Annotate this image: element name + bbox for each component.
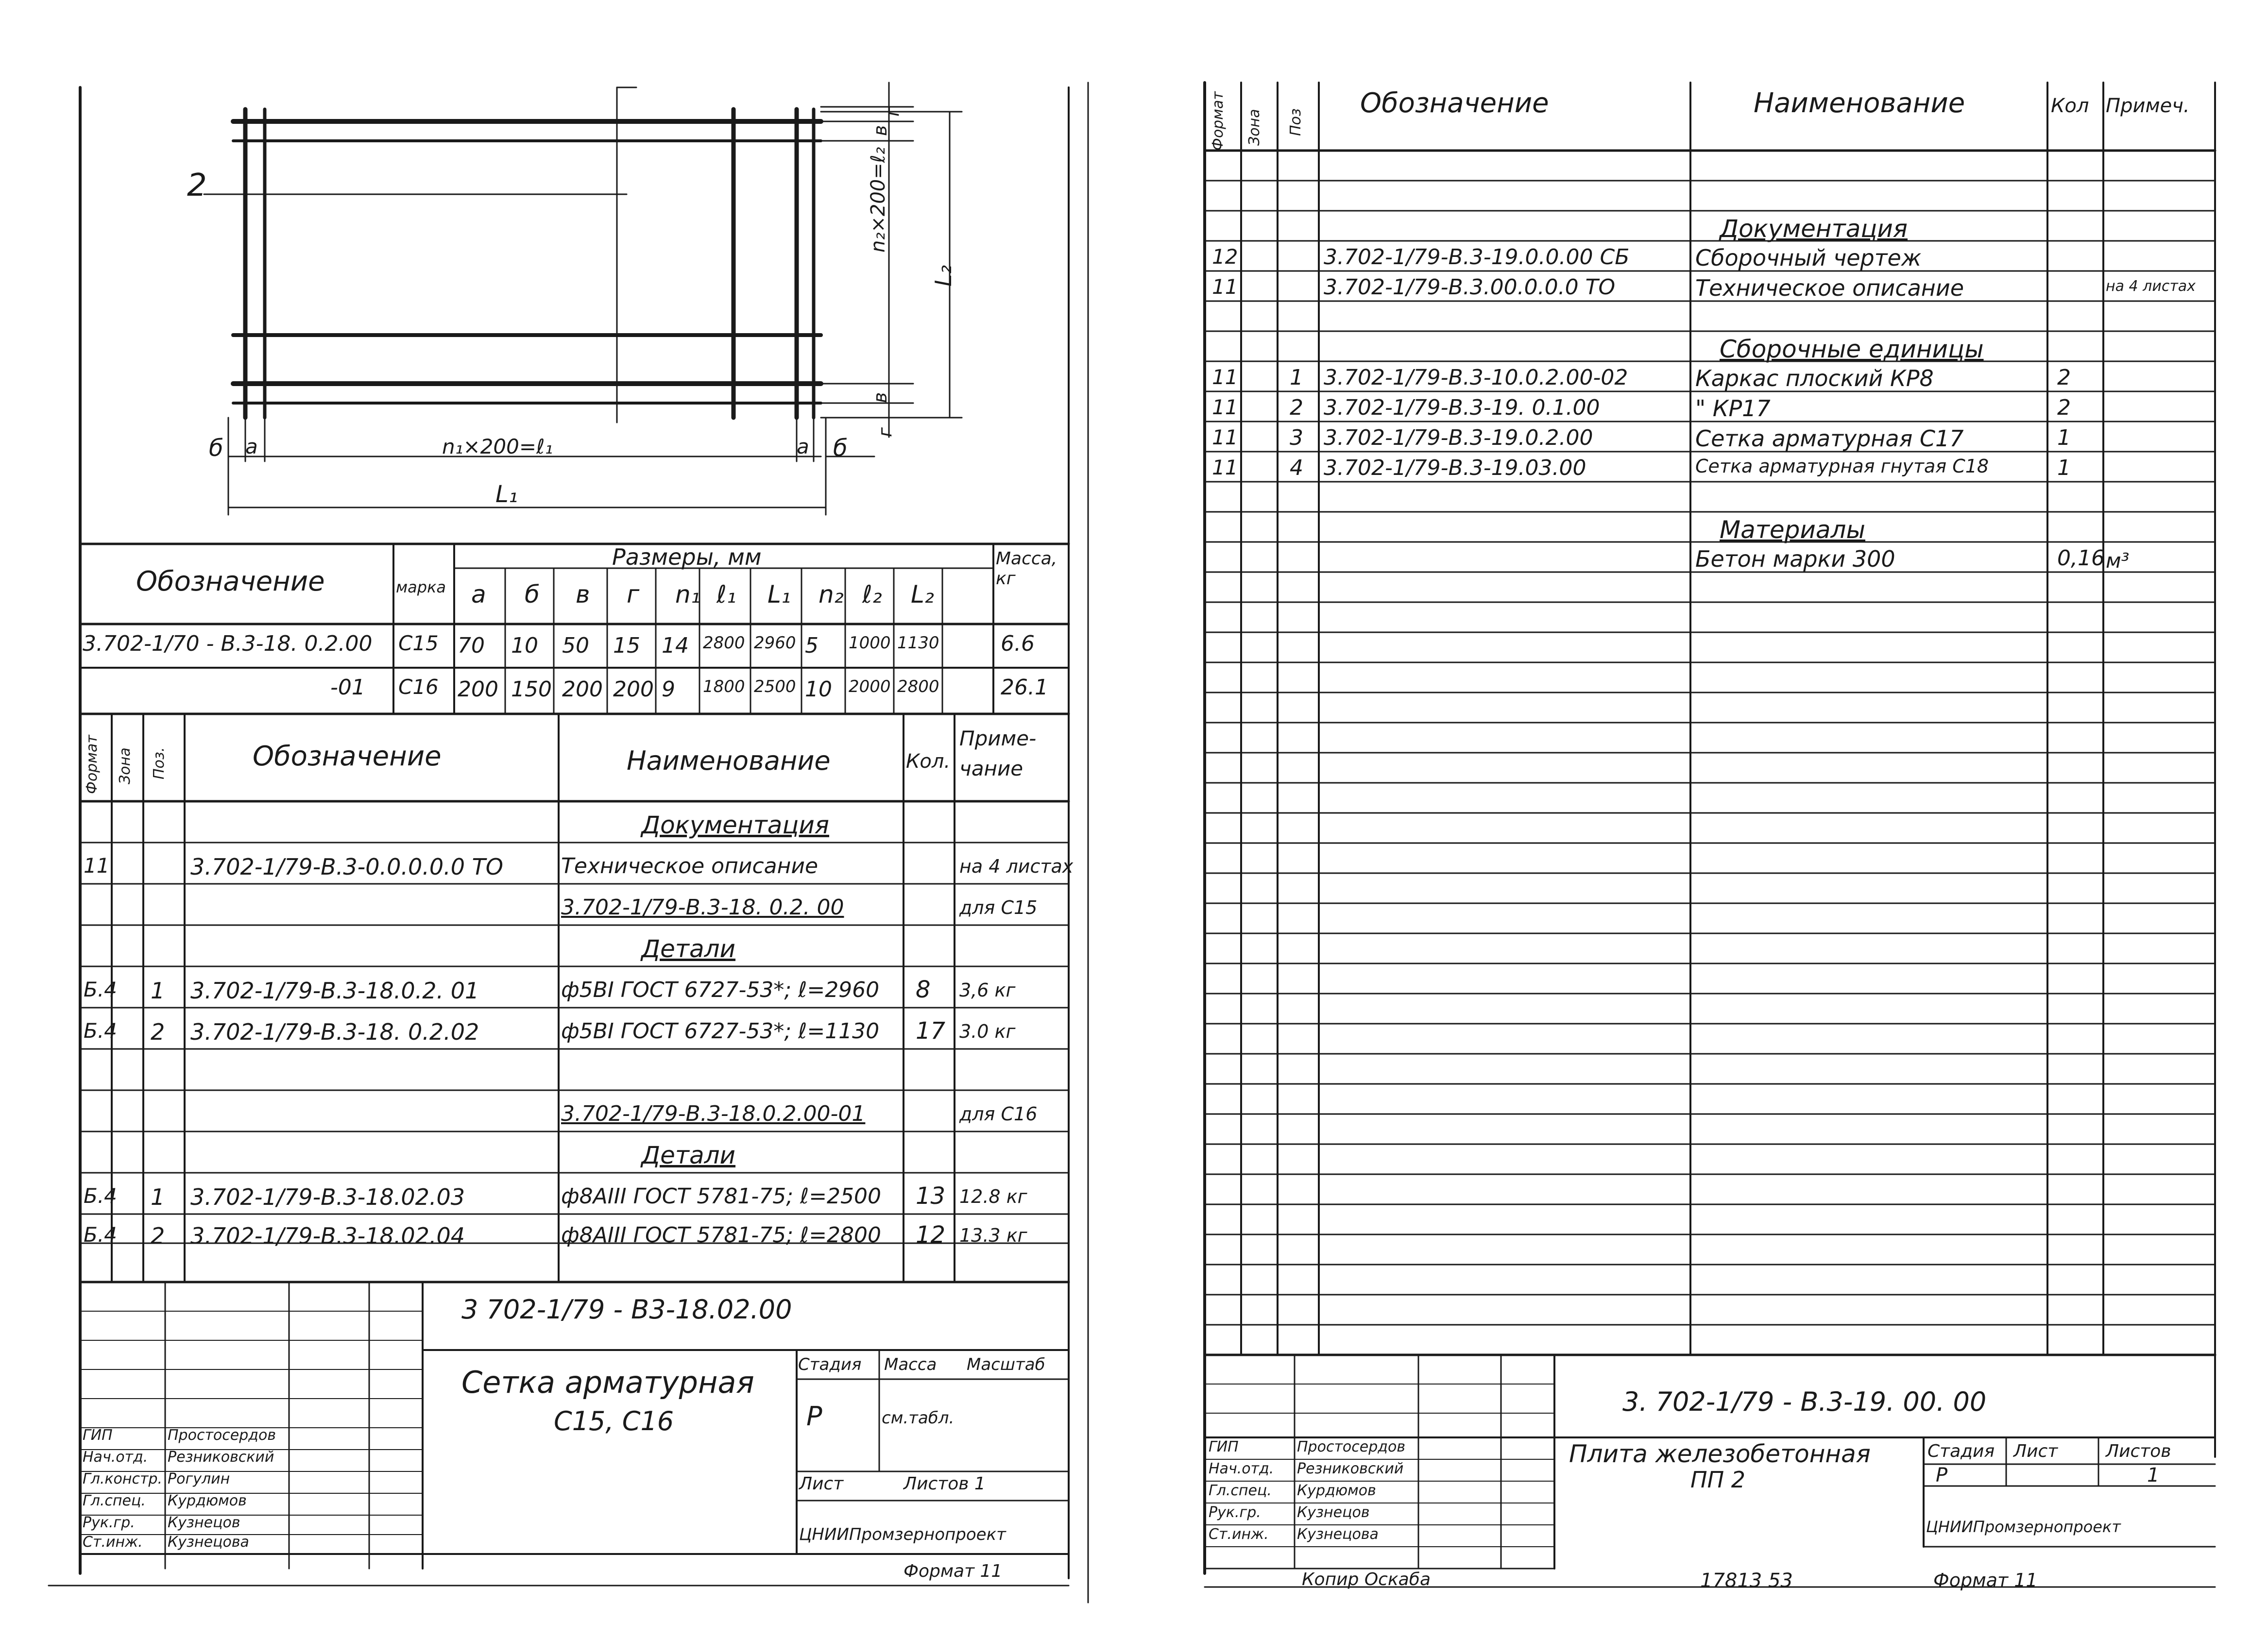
role-title: Рук.гр. bbox=[83, 1514, 135, 1531]
dim-L1: L₁ bbox=[495, 481, 518, 508]
spec-row-note: для С16 bbox=[959, 1103, 1038, 1125]
spec-row-section: Детали bbox=[641, 935, 736, 963]
r-spec-row-pos: 4 bbox=[1290, 456, 1303, 480]
right-title-code: 3. 702-1/79 - В.3-19. 00. 00 bbox=[1622, 1386, 1987, 1417]
spec-row-note: для С15 bbox=[959, 897, 1038, 918]
dim-g-bottom: г bbox=[874, 427, 896, 437]
right-format-note: Формат 11 bbox=[1933, 1570, 2038, 1591]
spec-row-note: 12.8 кг bbox=[959, 1186, 1027, 1207]
r-spec-h-note: Примеч. bbox=[2106, 95, 2190, 117]
right-h-sheet: Лист bbox=[2013, 1441, 2058, 1461]
r-spec-row-name: Каркас плоский КР8 bbox=[1695, 365, 1934, 391]
role-name: Простосердов bbox=[168, 1427, 276, 1444]
sizes-row-value: 2800 bbox=[703, 633, 745, 653]
role-title: Нач.отд. bbox=[83, 1449, 148, 1466]
r-spec-row-name: Бетон марки 300 bbox=[1695, 546, 1895, 572]
role-title: ГИП bbox=[1209, 1438, 1239, 1455]
left-format-note: Формат 11 bbox=[904, 1561, 1003, 1581]
dim-v-top: в bbox=[870, 125, 891, 136]
role-name: Рогулин bbox=[168, 1470, 230, 1487]
sizes-header-mark: марка bbox=[396, 578, 446, 596]
dim-a-right: a bbox=[797, 435, 809, 458]
spec-row-qty: 17 bbox=[916, 1017, 946, 1045]
right-sheet-no: 17813 53 bbox=[1700, 1570, 1793, 1592]
sizes-row-mass: 6.6 bbox=[1001, 631, 1035, 656]
r-spec-h-designation: Обозначение bbox=[1360, 87, 1549, 119]
role-title: Рук.гр. bbox=[1209, 1504, 1261, 1521]
r-spec-row-designation: 3.702-1/79-В.3.00.0.0.0 ТО bbox=[1324, 275, 1616, 300]
spec-h-note: Приме- чание bbox=[959, 726, 1037, 780]
r-spec-h-name: Наименование bbox=[1754, 87, 1965, 119]
callout-2: 2 bbox=[187, 168, 207, 203]
right-h-stage: Стадия bbox=[1927, 1441, 1995, 1461]
dim-g-top: г bbox=[882, 107, 903, 117]
sizes-row-value: 50 bbox=[562, 633, 589, 658]
r-spec-row-name: Сетка арматурная С17 bbox=[1695, 425, 1964, 452]
role-name: Курдюмов bbox=[1297, 1482, 1376, 1499]
sizes-row-value: 2800 bbox=[897, 677, 939, 696]
role-title: Ст.инж. bbox=[1209, 1526, 1269, 1543]
r-spec-row-format: 11 bbox=[1212, 365, 1238, 389]
r-spec-row-note: на 4 листах bbox=[2106, 278, 2196, 295]
r-spec-row-designation: 3.702-1/79-В.3-10.0.2.00-02 bbox=[1324, 365, 1628, 390]
sizes-header-mass: Масса, кг bbox=[996, 549, 1057, 589]
sizes-col-header: L₁ bbox=[767, 580, 791, 608]
role-name: Курдюмов bbox=[168, 1492, 247, 1509]
spec-row-name: ф8АIII ГОСТ 5781-75; ℓ=2500 bbox=[561, 1184, 882, 1209]
dim-b-left: б bbox=[209, 435, 223, 462]
left-mass: см.табл. bbox=[882, 1408, 955, 1428]
sizes-header-designation: Обозначение bbox=[136, 566, 325, 597]
right-h-sheets: Листов bbox=[2106, 1441, 2171, 1461]
role-name: Кузнецов bbox=[168, 1514, 240, 1531]
sizes-row-value: 200 bbox=[458, 677, 498, 702]
role-title: Нач.отд. bbox=[1209, 1460, 1274, 1477]
sizes-row-value: 10 bbox=[511, 633, 538, 658]
sizes-col-header: ℓ₂ bbox=[862, 580, 882, 608]
spec-row-format: Б.4 bbox=[84, 1019, 117, 1043]
spec-row-designation: 3.702-1/79-В.3-18.0.2. 01 bbox=[190, 978, 479, 1004]
sizes-col-header: L₂ bbox=[911, 580, 934, 608]
left-h-stage: Стадия bbox=[798, 1355, 862, 1374]
spec-row-note: 3,6 кг bbox=[959, 979, 1016, 1001]
spec-row-name: Техническое описание bbox=[561, 854, 819, 878]
sizes-col-header: г bbox=[627, 580, 640, 608]
left-sheet-label: Лист bbox=[799, 1474, 844, 1494]
r-spec-row-format: 12 bbox=[1212, 245, 1238, 269]
r-spec-row-pos: 2 bbox=[1290, 395, 1303, 420]
r-spec-row-qty: 1 bbox=[2057, 425, 2071, 450]
spec-row-note: 13.3 кг bbox=[959, 1225, 1027, 1246]
sizes-col-header: ℓ₁ bbox=[716, 580, 736, 608]
spec-row-format: Б.4 bbox=[84, 978, 117, 1001]
r-spec-h-zone: Зона bbox=[1246, 109, 1263, 146]
right-stage: Р bbox=[1936, 1464, 1948, 1486]
spec-row-section: Детали bbox=[641, 1141, 736, 1169]
r-spec-row-designation: 3.702-1/79-В.3-19.0.2.00 bbox=[1324, 425, 1593, 450]
spec-h-format: Формат bbox=[84, 735, 101, 794]
sizes-col-header: в bbox=[576, 580, 590, 608]
spec-row-qty: 12 bbox=[916, 1221, 946, 1249]
sizes-row-mark: С16 bbox=[398, 675, 439, 699]
role-name: Резниковский bbox=[168, 1449, 274, 1466]
spec-row-name: ф5ВI ГОСТ 6727-53*; ℓ=1130 bbox=[561, 1019, 880, 1044]
left-stage: Р bbox=[806, 1401, 822, 1432]
left-sheets-label: Листов 1 bbox=[904, 1474, 986, 1494]
r-spec-row-section: Материалы bbox=[1720, 516, 1865, 544]
right-sheets: 1 bbox=[2147, 1464, 2160, 1486]
spec-row-name: ф8АIII ГОСТ 5781-75; ℓ=2800 bbox=[561, 1223, 882, 1248]
sizes-row-value: 200 bbox=[562, 677, 603, 702]
spec-row-note: 3.0 кг bbox=[959, 1021, 1016, 1042]
dim-b-right: б bbox=[833, 435, 848, 462]
left-title-code: 3 702-1/79 - В3-18.02.00 bbox=[461, 1294, 792, 1325]
sizes-row-value: 1130 bbox=[897, 633, 939, 653]
r-spec-row-format: 11 bbox=[1212, 275, 1238, 299]
sizes-row-value: 1800 bbox=[703, 677, 745, 696]
sizes-row-mark: С15 bbox=[398, 631, 439, 655]
right-title-line2: ПП 2 bbox=[1690, 1467, 1746, 1493]
dim-L2: L₂ bbox=[930, 265, 956, 287]
r-spec-row-designation: 3.702-1/79-В.3-19.03.00 bbox=[1324, 456, 1586, 480]
r-spec-h-format: Формат bbox=[1210, 91, 1227, 151]
r-spec-row-format: 11 bbox=[1212, 456, 1238, 479]
role-title: Гл.спец. bbox=[1209, 1482, 1272, 1499]
spec-row-note: на 4 листах bbox=[959, 856, 1074, 877]
r-spec-row-qty: 2 bbox=[2057, 365, 2071, 390]
dim-v-bottom: в bbox=[870, 392, 891, 403]
sizes-col-header: a bbox=[471, 580, 486, 608]
sizes-col-header: б bbox=[525, 580, 540, 608]
sizes-row-value: 2000 bbox=[849, 677, 891, 696]
spec-h-qty: Кол. bbox=[906, 750, 951, 773]
role-name: Кузнецова bbox=[168, 1534, 249, 1551]
spec-row-format: Б.4 bbox=[84, 1184, 117, 1208]
r-spec-row-name: Сборочный чертеж bbox=[1695, 245, 1922, 271]
spec-row-name: 3.702-1/79-В.3-18. 0.2. 00 bbox=[561, 895, 844, 920]
sizes-row-value: 5 bbox=[805, 633, 819, 658]
spec-row-designation: 3.702-1/79-В.3-0.0.0.0.0 ТО bbox=[190, 854, 503, 880]
r-spec-row-name: Сетка арматурная гнутая С18 bbox=[1695, 456, 1989, 477]
right-org: ЦНИИПромзернопроект bbox=[1926, 1518, 2121, 1536]
role-title: Гл.констр. bbox=[83, 1470, 163, 1487]
sizes-row-value: 14 bbox=[662, 633, 689, 658]
r-spec-row-section: Документация bbox=[1720, 215, 1908, 243]
spec-h-zone: Зона bbox=[117, 747, 134, 784]
role-title: Ст.инж. bbox=[83, 1534, 143, 1551]
sizes-row-value: 200 bbox=[613, 677, 654, 702]
r-spec-row-designation: 3.702-1/79-В.3-19.0.0.00 СБ bbox=[1324, 245, 1630, 270]
left-h-mass: Масса bbox=[884, 1355, 937, 1374]
sizes-row-value: 1000 bbox=[849, 633, 891, 653]
right-copy-note: Копир Оскаба bbox=[1302, 1570, 1431, 1589]
spec-row-qty: 8 bbox=[916, 976, 931, 1003]
sizes-row-value: 2960 bbox=[754, 633, 796, 653]
r-spec-row-format: 11 bbox=[1212, 395, 1238, 419]
r-spec-row-qty: 2 bbox=[2057, 395, 2071, 420]
sizes-row-mass: 26.1 bbox=[1001, 675, 1048, 700]
spec-h-pos: Поз. bbox=[151, 747, 168, 779]
sizes-row-value: 9 bbox=[662, 677, 675, 702]
left-org: ЦНИИПромзернопроект bbox=[799, 1525, 1006, 1544]
spec-row-designation: 3.702-1/79-В.3-18.02.03 bbox=[190, 1184, 465, 1210]
sizes-row-value: 2500 bbox=[754, 677, 796, 696]
spec-row-pos: 2 bbox=[151, 1223, 165, 1249]
spec-row-pos: 2 bbox=[151, 1019, 165, 1045]
sizes-col-header: n₁ bbox=[675, 580, 700, 608]
sizes-row-value: 15 bbox=[613, 633, 640, 658]
role-name: Резниковский bbox=[1297, 1460, 1404, 1477]
spec-row-format: 11 bbox=[84, 854, 110, 878]
sizes-row-designation: 3.702-1/70 - В.3-18. 0.2.00 bbox=[83, 631, 373, 656]
role-title: ГИП bbox=[83, 1427, 113, 1444]
sizes-row-designation: -01 bbox=[330, 675, 365, 700]
sizes-header-sizes: Размеры, мм bbox=[612, 544, 762, 570]
r-spec-h-qty: Кол bbox=[2051, 95, 2089, 117]
sizes-col-header: n₂ bbox=[819, 580, 844, 608]
spec-row-designation: 3.702-1/79-В.3-18. 0.2.02 bbox=[190, 1019, 479, 1045]
left-h-scale: Масштаб bbox=[967, 1355, 1045, 1374]
spec-row-qty: 13 bbox=[916, 1182, 946, 1210]
sizes-row-value: 70 bbox=[458, 633, 485, 658]
r-spec-row-section: Сборочные единицы bbox=[1720, 335, 1984, 363]
role-name: Кузнецова bbox=[1297, 1526, 1379, 1543]
spec-row-designation: 3.702-1/79-В.3-18.02.04 bbox=[190, 1223, 465, 1249]
r-spec-row-pos: 1 bbox=[1290, 365, 1303, 390]
sizes-row-value: 150 bbox=[511, 677, 552, 702]
spec-row-pos: 1 bbox=[151, 1184, 165, 1210]
spec-row-pos: 1 bbox=[151, 978, 165, 1004]
spec-h-name: Наименование bbox=[627, 745, 831, 776]
spec-row-format: Б.4 bbox=[84, 1223, 117, 1247]
right-title-line1: Плита железобетонная bbox=[1569, 1440, 1871, 1468]
r-spec-row-pos: 3 bbox=[1290, 425, 1303, 450]
r-spec-row-note: м³ bbox=[2106, 549, 2130, 573]
role-name: Простосердов bbox=[1297, 1438, 1406, 1455]
r-spec-row-qty: 1 bbox=[2057, 456, 2071, 480]
sizes-row-value: 10 bbox=[805, 677, 832, 702]
r-spec-row-format: 11 bbox=[1212, 425, 1238, 449]
r-spec-row-qty: 0,16 bbox=[2057, 546, 2105, 571]
r-spec-row-name: " КР17 bbox=[1695, 395, 1771, 422]
left-title-line2: С15, С16 bbox=[554, 1406, 674, 1436]
dim-e2: n₂×200=ℓ₂ bbox=[867, 147, 889, 253]
dim-a-left: a bbox=[245, 435, 258, 458]
left-title-line1: Сетка арматурная bbox=[461, 1365, 754, 1400]
spec-row-name: ф5ВI ГОСТ 6727-53*; ℓ=2960 bbox=[561, 978, 880, 1002]
role-name: Кузнецов bbox=[1297, 1504, 1370, 1521]
spec-row-section: Документация bbox=[641, 811, 829, 839]
role-title: Гл.спец. bbox=[83, 1492, 146, 1509]
dim-e1: n₁×200=ℓ₁ bbox=[442, 435, 553, 458]
r-spec-row-name: Техническое описание bbox=[1695, 275, 1964, 301]
r-spec-row-designation: 3.702-1/79-В.3-19. 0.1.00 bbox=[1324, 395, 1600, 420]
r-spec-h-pos: Поз bbox=[1287, 108, 1304, 136]
spec-h-designation: Обозначение bbox=[253, 741, 442, 772]
spec-row-name: 3.702-1/79-В.3-18.0.2.00-01 bbox=[561, 1101, 866, 1126]
